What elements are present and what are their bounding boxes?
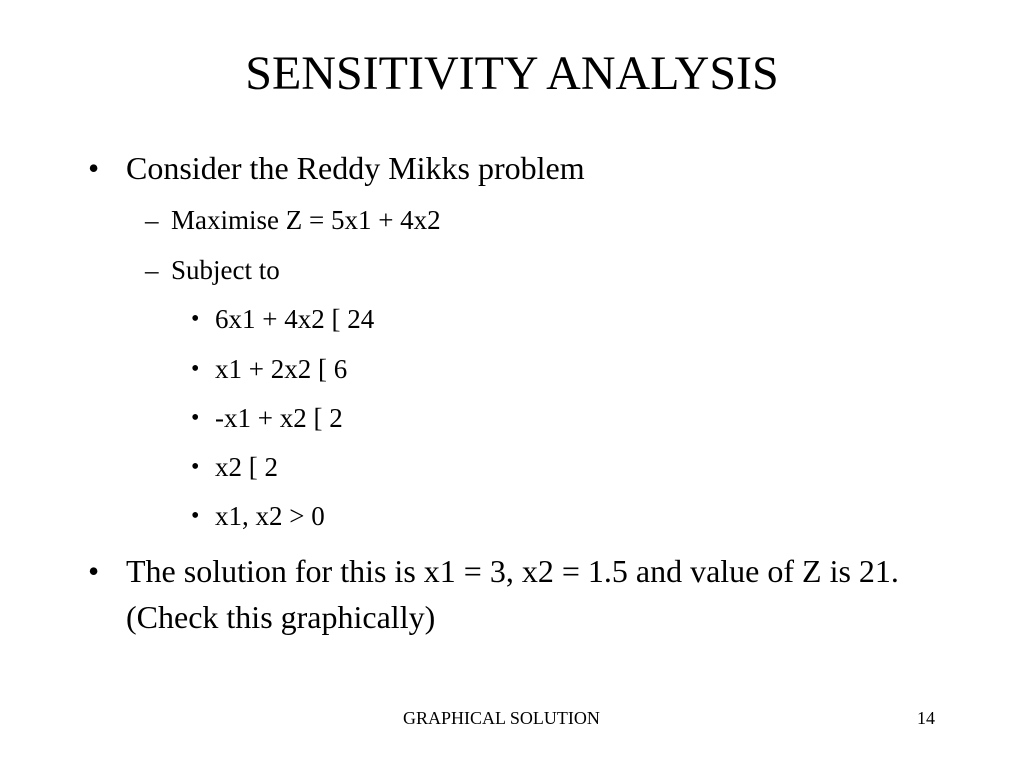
constraint-item bbox=[191, 499, 325, 533]
bullet-marker: • bbox=[191, 405, 200, 431]
constraint-text: x2 [ 2 bbox=[215, 452, 278, 482]
bullet-marker: • bbox=[88, 150, 100, 186]
slide-title: SENSITIVITY ANALYSIS bbox=[245, 47, 779, 100]
sub-item-objective bbox=[145, 203, 441, 237]
page-number: 14 bbox=[917, 708, 935, 728]
bullet-text: Consider the Reddy Mikks problem bbox=[126, 150, 585, 186]
constraint-text: -x1 + x2 [ 2 bbox=[215, 403, 343, 433]
sub-item-subject-to bbox=[145, 253, 280, 287]
dash-marker: – bbox=[145, 255, 159, 285]
constraint-item bbox=[191, 352, 348, 386]
bullet-marker: • bbox=[191, 356, 200, 382]
bullet-marker: • bbox=[88, 553, 100, 589]
bullet-text: The solution for this is x1 = 3, x2 = 1.5 and value of Z is 21. (Check this graphically) bbox=[126, 553, 899, 635]
constraint-item bbox=[191, 450, 278, 484]
bullet-marker: • bbox=[191, 503, 200, 529]
bullet-solution bbox=[88, 548, 926, 640]
bullet-marker: • bbox=[191, 454, 200, 480]
constraint-item bbox=[191, 302, 375, 336]
constraint-text: x1, x2 > 0 bbox=[215, 501, 325, 531]
sub-item-text: Maximise Z = 5x1 + 4x2 bbox=[171, 205, 441, 235]
bullet-consider-problem bbox=[88, 145, 585, 191]
dash-marker: – bbox=[145, 205, 159, 235]
sub-item-text: Subject to bbox=[171, 255, 280, 285]
bullet-marker: • bbox=[191, 306, 200, 332]
footer-title: GRAPHICAL SOLUTION bbox=[403, 708, 600, 728]
constraint-text: 6x1 + 4x2 [ 24 bbox=[215, 304, 375, 334]
constraint-item bbox=[191, 401, 343, 435]
constraint-text: x1 + 2x2 [ 6 bbox=[215, 354, 348, 384]
